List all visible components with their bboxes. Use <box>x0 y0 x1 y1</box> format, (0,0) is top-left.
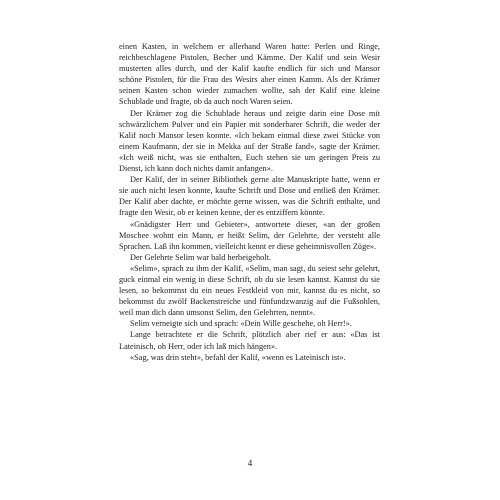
paragraph: Selim verneigte sich und sprach: «Dein Wille geschehe, oh Herr!». <box>130 319 352 329</box>
paragraph: Lange betrachtete er die Schrift, plötzlich aber rief er aus: «Das ist Lateinisch, oh Herr, oder ich laß mich hängen». <box>119 330 380 351</box>
paragraph: «Gnädigster Herr und Gebieter», antwortete dieser, «an der großen Moschee wohnt ein Mann, er heißt Selim, der Gelehrte, der versteht alle Sprachen. Laß ihn kommen, vielleicht kennt er diese geheimnisvollen Züge». <box>119 219 380 251</box>
paragraph: Der Krämer zog die Schublade heraus und zeigte darin eine Dose mit schwärzlichem Pulver und ein Papier mit sonderbarer Schrift, die weder der Kalif noch Mansor lesen konnte. «Ich bekam einmal diese zwei Stücke von einem Kaufmann, der sie in Mekka auf der Straße fand», sagte der Krämer. «Ich weiß nicht, was sie enthalten, Euch stehen sie um geringen Preis zu Dienst, ich kann doch nichts damit anfangen». <box>119 108 380 174</box>
body-text <box>119 41 380 363</box>
paragraph: Der Gelehrte Selim war bald herbeigeholt. <box>130 252 271 262</box>
page-number: 4 <box>247 458 253 468</box>
paragraph: einen Kasten, in welchem er allerhand Waren hatte: Perlen und Ringe, reichbeschlagene Pistolen, Becher und Kämme. Der Kalif und sein Wesir musterten alles durch, und der Kalif kaufte endlich für sich und Mansor schöne Pistolen, für die Frau des Wesirs aber einen Kamm. Als der Krämer seinen Kasten schon wieder zumachen wollte, sah der Kalif eine kleine Schublade und fragte, ob da auch noch Waren seien. <box>119 42 380 107</box>
paragraph: «Selim», sprach zu ihm der Kalif, «Selim, man sagt, du seiest sehr gelehrt, guck einmal ein wenig in diese Schrift, ob du sie lesen kannst. Kannst du sie lesen, so bekommst du ein neues Festkleid von mir, kannst du es nicht, so bekommst du zwölf Backenstreiche und fünfundzwanzig auf die Fußsohlen, weil man dich dann umsonst Selim, den Gelehrten, nennt». <box>119 263 380 318</box>
paragraph: Der Kalif, der in seiner Bibliothek gerne alte Manuskripte hatte, wenn er sie auch nicht lesen konnte, kaufte Schrift und Dose und entließ den Krämer. Der Kalif aber dachte, er möchte gerne wissen, was die Schrift enthalte, und fragte den Wesir, ob er keinen kenne, der es entziffern könnte. <box>119 175 380 218</box>
paragraph: «Sag, was drin steht», befahl der Kalif, «wenn es Lateinisch ist». <box>130 352 346 362</box>
